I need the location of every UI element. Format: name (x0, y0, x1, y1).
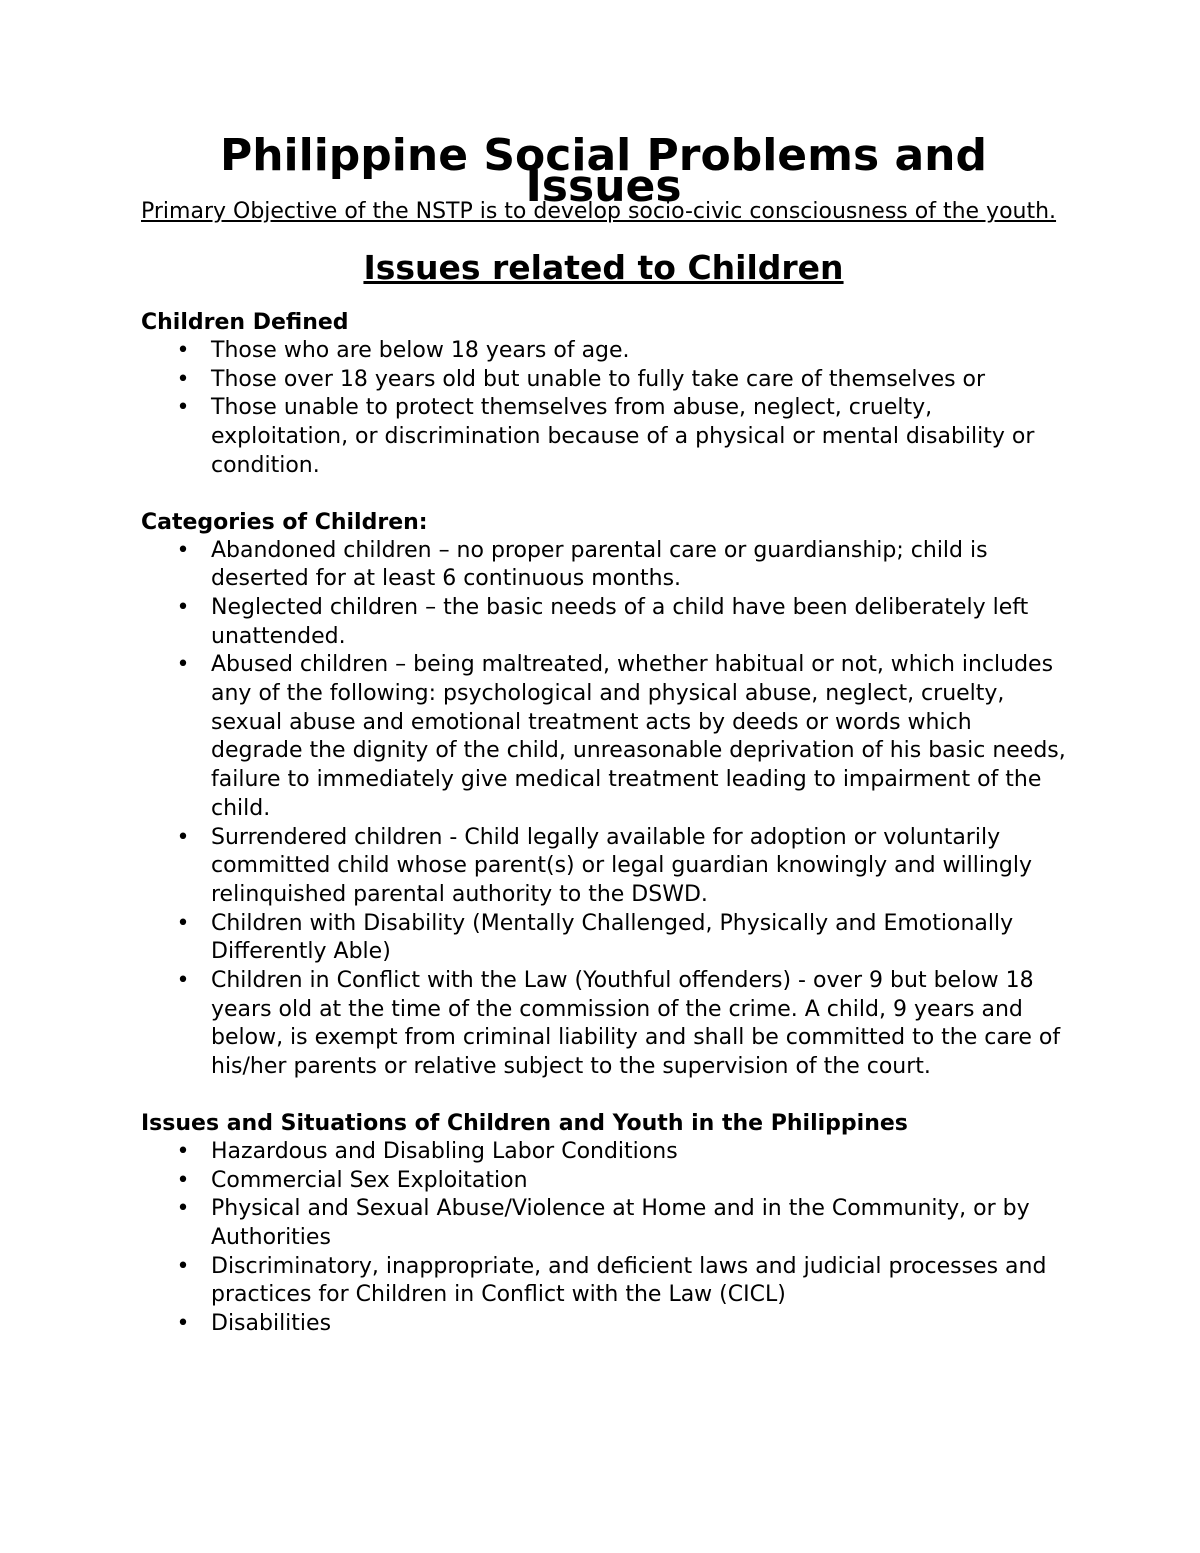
bullet-icon: • (176, 824, 190, 850)
list-item (141, 337, 1066, 366)
list-item (141, 1138, 1066, 1167)
children-defined-list (141, 337, 1066, 481)
issues-situations-list (141, 1138, 1066, 1339)
list-item-text: Abandoned children – no proper parental care or guardianship; child is deserted for at least 6 continuous months. (211, 537, 988, 592)
document-title: Philippine Social Problems and Issues (219, 130, 987, 212)
list-item (141, 651, 1066, 823)
list-item (141, 366, 1066, 395)
issues-situations-heading: Issues and Situations of Children and Youth in the Philippines (141, 1110, 908, 1136)
list-item-text: Those who are below 18 years of age. (211, 338, 630, 363)
list-item-text: Hazardous and Disabling Labor Conditions (211, 1138, 678, 1164)
bullet-icon: • (176, 594, 190, 620)
list-item (141, 594, 1066, 651)
bullet-icon: • (176, 537, 190, 563)
list-item (141, 1167, 1066, 1196)
list-item-text: Neglected children – the basic needs of a child have been deliberately left unattended. (211, 594, 1029, 649)
bullet-icon: • (176, 910, 190, 936)
bullet-icon: • (176, 1311, 190, 1337)
bullet-icon: • (176, 366, 190, 392)
list-item-text: Those over 18 years old but unable to fully take care of themselves or (211, 366, 986, 392)
bullet-icon: • (176, 1196, 190, 1222)
list-item-text: Physical and Sexual Abuse/Violence at Home and in the Community, or by Authorities (211, 1196, 1030, 1250)
list-item-text: Surrendered children - Child legally available for adoption or voluntarily committed child whose parent(s) or legal guardian knowingly and willingly relinquished parental authority to the DSWD. (211, 824, 1033, 907)
bullet-icon: • (176, 652, 190, 678)
bullet-icon: • (176, 338, 190, 363)
categories-list (141, 537, 1066, 1082)
list-item (141, 1310, 1066, 1339)
bullet-icon: • (176, 1167, 190, 1193)
list-item (141, 824, 1066, 910)
section-heading: Issues related to Children (363, 248, 844, 287)
list-item (141, 537, 1066, 594)
bullet-icon: • (176, 1253, 190, 1279)
list-item-text: Abused children – being maltreated, whether habitual or not, which includes any of the following: psychological and physical abuse, neglect, cruelty, sexual abuse and emotional treatment acts by deeds or words which degrade the dignity of the child, unreasonable deprivation of his basic needs, failure to immediately give medical treatment leading to impairment of the child. (211, 652, 1066, 821)
list-item-text: Those unable to protect themselves from abuse, neglect, cruelty, exploitation, or discrimination because of a physical or mental disability or condition. (211, 395, 1035, 478)
list-item-text: Discriminatory, inappropriate, and deficient laws and judicial processes and practices for Children in Conflict with the Law (CICL) (211, 1253, 1047, 1308)
list-item (141, 910, 1066, 967)
list-item-text: Disabilities (211, 1311, 332, 1337)
list-item (141, 967, 1066, 1082)
children-defined-heading: Children Defined (141, 310, 349, 335)
list-item (141, 1195, 1066, 1252)
bullet-icon: • (176, 968, 190, 994)
document-body (141, 130, 1066, 1339)
bullet-icon: • (176, 1138, 190, 1164)
objective-statement: Primary Objective of the NSTP is to develop socio-civic consciousness of the youth. (141, 199, 1057, 224)
bullet-icon: • (176, 395, 190, 421)
list-item (141, 394, 1066, 480)
categories-heading: Categories of Children: (141, 509, 428, 535)
list-item (141, 1253, 1066, 1310)
list-item-text: Children in Conflict with the Law (Youthful offenders) - over 9 but below 18 years old at the time of the commission of the crime. A child, 9 years and below, is exempt from criminal liability and shall be committed to the care of his/her parents or relative subject to the supervision of the court. (211, 968, 1061, 1080)
list-item-text: Commercial Sex Exploitation (211, 1167, 528, 1193)
list-item-text: Children with Disability (Mentally Challenged, Physically and Emotionally Differently Able) (211, 910, 1014, 965)
